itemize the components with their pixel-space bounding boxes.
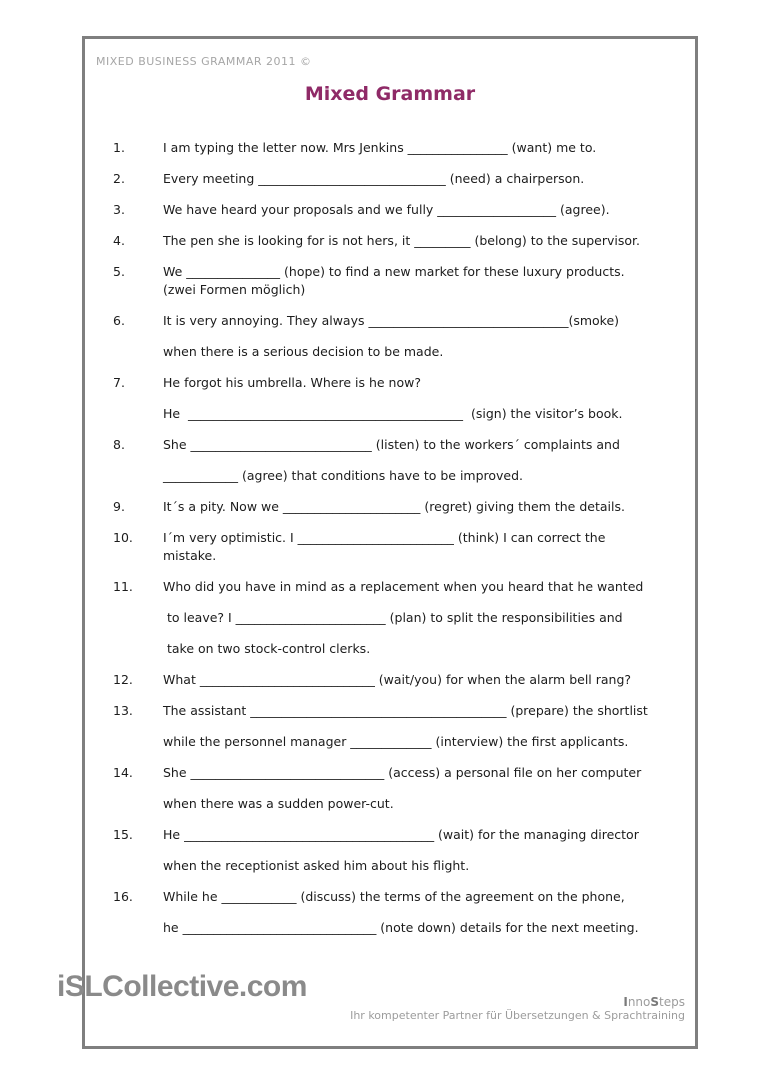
item-text: while the personnel manager _____________ (interview) the first applicants. <box>163 734 629 749</box>
item-number-spacer <box>113 641 163 657</box>
brand-tagline: Ihr kompetenter Partner für Übersetzungen & Sprachtraining <box>350 1009 685 1022</box>
item-text: when there was a sudden power-cut. <box>163 796 394 811</box>
item-text: She _______________________________ (access) a personal file on her computer <box>163 765 642 780</box>
item-number: 3. <box>113 202 125 217</box>
item-row-15 <box>113 827 648 843</box>
item-text: The assistant _________________________________________ (prepare) the shortlist <box>163 703 648 718</box>
item-text: It´s a pity. Now we ______________________ (regret) giving them the details. <box>163 499 625 514</box>
item-text: We have heard your proposals and we fully ___________________ (agree). <box>163 202 610 217</box>
item-number-spacer <box>113 406 163 422</box>
item-text: to leave? I ________________________ (plan) to split the responsibilities and <box>163 610 623 625</box>
item-text: He ____________________________________________ (sign) the visitor’s book. <box>163 406 623 421</box>
item-number: 5. <box>113 264 125 279</box>
item-number: 8. <box>113 437 125 452</box>
item-number: 10. <box>113 530 133 545</box>
item-number: 15. <box>113 827 133 842</box>
item-row-9 <box>113 499 648 515</box>
item-number: 7. <box>113 375 125 390</box>
brand-initial-i: I <box>623 995 628 1009</box>
item-text: He ________________________________________ (wait) for the managing director <box>163 827 639 842</box>
item-text: he _______________________________ (note down) details for the next meeting. <box>163 920 639 935</box>
item-row-1 <box>113 140 648 156</box>
item-text: take on two stock-control clerks. <box>163 641 371 656</box>
copyright-note: MIXED BUSINESS GRAMMAR 2011 © <box>96 55 312 68</box>
item-number: 1. <box>113 140 125 155</box>
item-text: While he ____________ (discuss) the terms of the agreement on the phone, <box>163 889 625 904</box>
item-number-spacer <box>113 920 163 936</box>
islcollective-watermark: iSLCollective.com <box>57 970 307 1003</box>
item-text: when the receptionist asked him about his flight. <box>163 858 470 873</box>
item-row-14 <box>113 765 648 781</box>
item-text: I am typing the letter now. Mrs Jenkins ________________ (want) me to. <box>163 140 597 155</box>
item-row-3 <box>113 202 648 218</box>
item-row-13-cont <box>113 734 648 750</box>
item-row-10 <box>113 530 648 546</box>
item-row-10-cont <box>113 548 648 564</box>
item-row-5-cont <box>113 282 648 298</box>
item-number: 11. <box>113 579 133 594</box>
item-row-6-cont <box>113 344 648 360</box>
item-number: 6. <box>113 313 125 328</box>
item-row-8 <box>113 437 648 453</box>
innosteps-brand <box>350 995 685 1023</box>
item-text: She _____________________________ (listen) to the workers´ complaints and <box>163 437 620 452</box>
item-number: 4. <box>113 233 125 248</box>
worksheet-title: Mixed Grammar <box>304 83 476 105</box>
item-row-11-cont2 <box>113 641 648 657</box>
item-text: ____________ (agree) that conditions have to be improved. <box>163 468 524 483</box>
item-number-spacer <box>113 734 163 750</box>
item-text: Every meeting ______________________________ (need) a chairperson. <box>163 171 585 186</box>
item-row-7 <box>113 375 648 391</box>
exercise-list <box>113 140 648 951</box>
item-text: The pen she is looking for is not hers, it _________ (belong) to the supervisor. <box>163 233 640 248</box>
item-text: (zwei Formen möglich) <box>163 282 306 297</box>
brand-text: nno <box>627 995 651 1009</box>
item-row-8-cont <box>113 468 648 484</box>
item-text: He forgot his umbrella. Where is he now? <box>163 375 421 390</box>
brand-initial-s: S <box>650 995 660 1009</box>
item-row-11 <box>113 579 648 595</box>
brand-name <box>350 995 685 1009</box>
item-text: It is very annoying. They always ________________________________(smoke) <box>163 313 620 328</box>
brand-text: teps <box>659 995 685 1009</box>
item-number: 12. <box>113 672 133 687</box>
item-number-spacer <box>113 548 163 564</box>
item-text: What ____________________________ (wait/you) for when the alarm bell rang? <box>163 672 632 687</box>
item-number: 14. <box>113 765 133 780</box>
item-row-11-cont <box>113 610 648 626</box>
item-text: We _______________ (hope) to find a new market for these luxury products. <box>163 264 625 279</box>
item-row-16 <box>113 889 648 905</box>
item-text: mistake. <box>163 548 217 563</box>
item-row-7-cont <box>113 406 648 422</box>
item-row-2 <box>113 171 648 187</box>
item-text: I´m very optimistic. I _________________________ (think) I can correct the <box>163 530 606 545</box>
item-row-6 <box>113 313 648 329</box>
item-number: 16. <box>113 889 133 904</box>
item-number: 13. <box>113 703 133 718</box>
worksheet-page <box>57 36 698 1049</box>
item-row-13 <box>113 703 648 719</box>
item-number-spacer <box>113 468 163 484</box>
item-row-16-cont <box>113 920 648 936</box>
item-text: when there is a serious decision to be made. <box>163 344 444 359</box>
item-row-4 <box>113 233 648 249</box>
item-number-spacer <box>113 610 163 626</box>
item-row-12 <box>113 672 648 688</box>
item-number-spacer <box>113 796 163 812</box>
item-row-5 <box>113 264 648 280</box>
item-number: 9. <box>113 499 125 514</box>
item-number-spacer <box>113 858 163 874</box>
item-row-15-cont <box>113 858 648 874</box>
item-number-spacer <box>113 344 163 360</box>
item-row-14-cont <box>113 796 648 812</box>
item-number: 2. <box>113 171 125 186</box>
item-number-spacer <box>113 282 163 298</box>
item-text: Who did you have in mind as a replacement when you heard that he wanted <box>163 579 644 594</box>
